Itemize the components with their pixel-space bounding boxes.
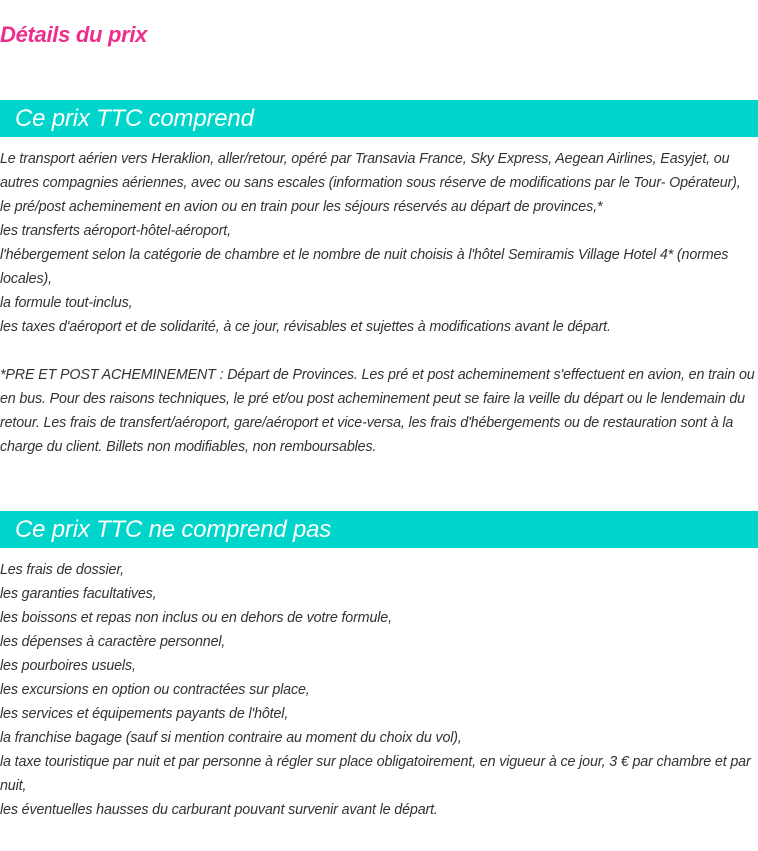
excluded-item: les éventuelles hausses du carburant pouvant survenir avant le départ. [0,802,438,818]
included-section-body [0,137,758,459]
excluded-item: les excursions en option ou contractées sur place, [0,682,310,698]
excluded-section-body [0,548,758,822]
acheminement-note: *PRE ET POST ACHEMINEMENT : Départ de Provinces. Les pré et post acheminement s'effectuent en avion, en train ou en bus. Pour des raisons techniques, le pré et/ou post acheminement peut se faire la veille du départ ou le lendemain du retour. Les frais de transfert/aéroport, gare/aéroport et vice-versa, les frais d'hébergements ou de restauration sont à la charge du client. Billets non modifiables, non remboursables. [0,367,755,455]
excluded-item: les boissons et repas non inclus ou en dehors de votre formule, [0,610,392,626]
excluded-item: la taxe touristique par nuit et par personne à régler sur place obligatoirement, en vigueur à ce jour, 3 € par chambre et par nuit, [0,754,751,794]
excluded-item: les dépenses à caractère personnel, [0,634,226,650]
included-item: Le transport aérien vers Heraklion, aller/retour, opéré par Transavia France, Sky Express, Aegean Airlines, Easyjet, ou autres compagnies aériennes, avec ou sans escales (information sous réserve de modifications par le Tour- Opérateur), [0,151,741,191]
excluded-item: la franchise bagage (sauf si mention contraire au moment du choix du vol), [0,730,462,746]
included-item: les taxes d'aéroport et de solidarité, à ce jour, révisables et sujettes à modifications avant le départ. [0,319,611,335]
included-item: le pré/post acheminement en avion ou en train pour les séjours réservés au départ de provinces,* [0,199,603,215]
excluded-section-header: Ce prix TTC ne comprend pas [0,511,758,548]
included-section-header: Ce prix TTC comprend [0,100,758,137]
excluded-item: les services et équipements payants de l'hôtel, [0,706,289,722]
excluded-item: les pourboires usuels, [0,658,136,674]
included-item: les transferts aéroport-hôtel-aéroport, [0,223,231,239]
page-title: Détails du prix [0,22,148,47]
excluded-item: Les frais de dossier, [0,562,125,578]
paragraph-spacer [0,339,758,363]
included-item: la formule tout-inclus, [0,295,133,311]
excluded-item: les garanties facultatives, [0,586,157,602]
included-item: l'hébergement selon la catégorie de chambre et le nombre de nuit choisis à l'hôtel Semiramis Village Hotel 4* (normes locales), [0,247,729,287]
